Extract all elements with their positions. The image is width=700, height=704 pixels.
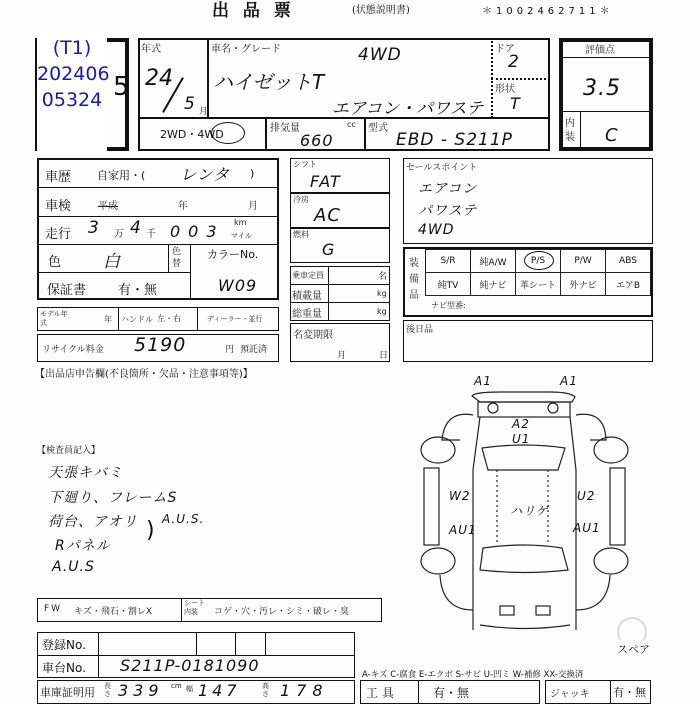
inspection-label: 車検 [45,199,72,214]
tools-options: 有・無 [433,686,470,700]
damage-mark: ハリゲ [510,504,549,518]
sheet-subtitle: (状態説明書) [352,5,410,16]
equipment-item: 純A/W [470,249,516,273]
inspection-year-unit: 年 [178,201,188,212]
load-unit: kg [377,289,387,298]
bracket: ) [146,518,156,543]
model-year-unit: 年 [104,315,112,324]
shape-label: 形状 [495,84,515,95]
equipment-item: 外ナビ [560,272,606,296]
bracket-note: A.U.S. [162,512,205,526]
shape-value: T [510,94,521,113]
inspector-line: 荷台、アオリ [48,514,138,530]
grade: エアコン・パワステ [332,99,484,119]
warranty-options: 有・無 [118,283,158,298]
color-no: W09 [218,276,258,295]
interior-grade: C [605,125,619,146]
shift-value: FAT [310,172,341,191]
length-value: 339 [118,681,164,700]
capacity-label: 乗車定員 [292,271,324,280]
sheet-title: 出 品 票 [212,1,295,21]
equipment-label: 装備品 [409,258,419,301]
drive-options: 2WD・4WD [160,128,224,141]
year-label: 年式 [141,44,161,55]
capacity-unit: 名 [378,272,388,282]
later-items-box [403,320,653,362]
gross-unit: kg [377,307,387,316]
mile-unit: マイル [231,232,252,240]
mileage-label: 走行 [45,227,72,242]
dealer-options: ディーラー・並行 [207,315,263,323]
damage-mark: W2 [449,489,471,503]
warranty-label: 保証書 [47,283,87,298]
repaint-label: 色替 [172,247,182,269]
lot-digit: 5 [113,72,130,102]
gross-label: 総重量 [292,309,322,320]
jack-options: 有・無 [613,686,646,699]
nav-model-label: ナビ型番: [431,301,466,310]
chassis-number: S211P-0181090 [120,656,260,675]
damage-mark: AU1 [449,523,477,537]
recycle-status: 預託済 [240,345,268,355]
stamp-date: 202406 [37,63,110,85]
history-value: レンタ [180,165,230,184]
inspection-era: 平成 [98,201,118,212]
damage-mark: AU1 [573,521,601,535]
equipment-item: S/R [425,249,471,273]
load-label: 積載量 [292,291,322,302]
color-value: 白 [103,252,121,272]
fuel-label: 燃料 [293,230,309,239]
damage-mark: U1 [512,432,531,446]
garage-label: 車庫証明用 [40,686,95,699]
color-no-label: カラーNo. [207,248,259,261]
history-close: ) [250,167,255,180]
mileage-sen: 4 [130,218,142,238]
car-damage-diagram [400,370,700,640]
sales-point: 4WD [418,222,455,238]
sales-points-label: セールスポイント [406,163,478,173]
inspector-line: A.U.S [52,559,95,575]
history-options: 自家用・( [97,169,146,182]
damage-mark: U2 [577,489,596,503]
year-value: 24 [145,66,173,91]
stamp-code: (T1) [52,37,92,59]
name-change-day: 日 [379,351,389,361]
auction-stamp [37,33,110,156]
model-type: EBD - S211P [396,130,513,150]
inspector-label: 【検査員記入】 [37,446,101,456]
seat-label: シート内装 [184,599,205,616]
sen-unit: 千 [146,229,156,240]
door-label: ドア [495,44,515,55]
model-year-label: モデル年式 [40,310,68,327]
ac-label: 冷房 [293,195,309,204]
damage-mark: A2 [512,417,530,431]
cc-unit: cc [347,120,356,129]
length-label: 長さ [104,682,111,698]
interior-label: 内装 [565,118,575,143]
shift-label: シフト [293,160,317,169]
later-items-label: 後日品 [406,325,434,335]
rating-score: 3.5 [583,76,621,101]
equipment-item: P/W [560,249,606,273]
sales-point: パワステ [418,203,478,219]
drive-note: 4WD [358,45,402,65]
registration-label: 登録No. [42,638,86,652]
fw-options: キズ・飛石・割レX [74,607,152,617]
inspector-line: 天張キバミ [48,465,123,481]
width-label: 幅 [186,685,193,693]
history-label: 車歴 [45,170,72,185]
handle-label: ハンドル [121,315,153,324]
color-label: 色 [48,255,62,270]
recycle-unit: 円 [225,345,235,355]
equipment-item: エアB [605,272,651,296]
displacement-label: 排気量 [270,123,300,134]
handle-options: 左・右 [157,314,181,323]
mileage-man: 3 [88,218,100,238]
height-label: 高さ [262,682,269,698]
width-value: 147 [198,681,241,700]
chassis-label: 車台No. [42,661,86,675]
ps-circle [524,251,554,270]
tools-label: 工 具 [366,686,394,700]
barcode-number: ＊1002462711＊ [482,6,614,17]
km-unit: km [234,218,247,227]
inspector-line: Rパネル [55,538,111,554]
cm-unit: cm [171,682,182,690]
damage-mark: A1 [474,374,492,388]
equipment-item: 純TV [425,272,471,296]
height-value: 178 [280,681,329,700]
inspector-line: 下廻り、フレームS [48,490,178,506]
equipment-item: P/S [515,249,561,273]
man-unit: 万 [114,229,124,240]
damage-mark: A1 [560,374,578,388]
model-name: ハイゼットT [213,70,325,94]
damage-legend: A-キズ C-腐食 E-エクボ S-サビ U-凹ミ W-補修 XX-交換済 [362,670,584,680]
mileage-rest: 003 [170,222,225,241]
recycle-label: リサイクル料金 [42,345,104,355]
equipment-item: 革シート [515,272,561,296]
jack-label: ジャッキ [550,689,590,700]
spare-label: スペア [617,643,650,656]
name-label: 車名・グレード [211,44,281,55]
fuel-value: G [322,240,336,259]
month-value: 5 [184,94,196,114]
sales-point: エアコン [418,181,478,197]
name-change-month: 月 [337,351,347,361]
type-label: 型式 [368,123,388,134]
equipment-item: 純ナビ [470,272,516,296]
seller-notes-label: 【出品店申告欄(不良箇所・欠品・注意事項等)】 [35,369,253,380]
inspection-month-unit: 月 [248,201,258,212]
displacement-value: 660 [300,131,334,150]
equipment-item: ABS [605,249,651,273]
drive-circle [211,122,245,144]
door-count: 2 [508,52,520,72]
rating-label: 評価点 [585,45,615,56]
name-change-label: 名変期限 [293,330,333,341]
seat-options: コゲ・穴・汚レ・シミ・破レ・臭 [214,607,350,617]
fw-label: FW [44,604,63,614]
month-unit: 月 [199,107,209,117]
ac-value: AC [314,205,341,226]
stamp-lot: 05324 [41,89,103,111]
recycle-fee: 5190 [134,334,187,356]
